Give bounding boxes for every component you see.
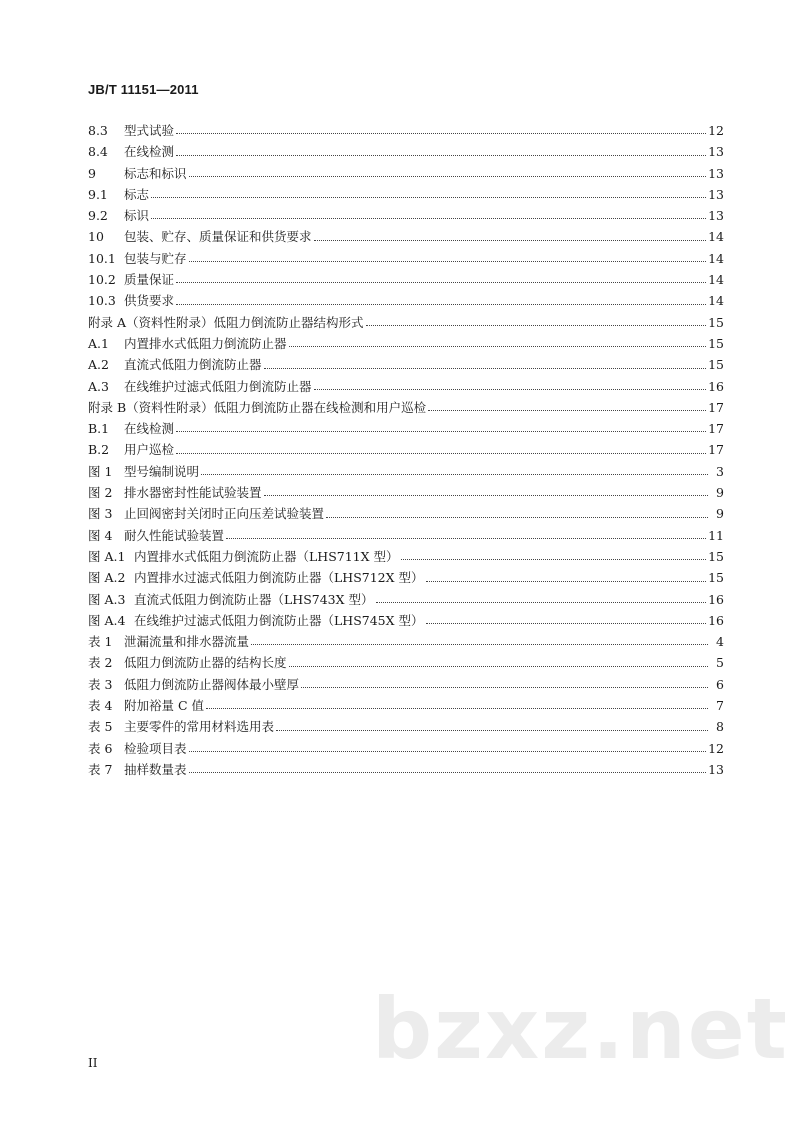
toc-entry-page: 12 xyxy=(708,123,724,138)
toc-entry[interactable] xyxy=(88,226,724,247)
toc-entry[interactable] xyxy=(88,290,724,311)
toc-entry-number: 图 A.4 xyxy=(88,612,126,628)
toc-entry[interactable] xyxy=(88,610,724,631)
toc-entry-title: 检验项目表 xyxy=(124,740,187,756)
toc-entry-page: 13 xyxy=(708,186,724,202)
toc-entry[interactable] xyxy=(88,525,724,546)
toc-entry-number: 9 xyxy=(88,165,96,181)
toc-leader-dots xyxy=(206,707,708,709)
toc-entry-number: 图 4 xyxy=(88,527,113,543)
toc-entry-page: 3 xyxy=(716,463,724,479)
toc-entry-title: 抽样数量表 xyxy=(124,761,187,777)
toc-leader-dots xyxy=(189,750,707,752)
toc-entry-title: 止回阀密封关闭时正向压差试验装置 xyxy=(124,506,325,522)
watermark: bzxz.net xyxy=(372,980,789,1078)
toc-entry-number: B.2 xyxy=(88,442,110,458)
toc-entry[interactable] xyxy=(88,461,724,482)
toc-entry-page: 14 xyxy=(708,272,724,288)
toc-entry-title: 型号编制说明 xyxy=(124,463,200,479)
toc-entry-page: 5 xyxy=(716,655,724,671)
toc-entry-title: 低阻力倒流防止器阀体最小壁厚 xyxy=(124,676,300,692)
toc-leader-dots xyxy=(401,558,707,560)
toc-leader-dots xyxy=(276,729,708,731)
toc-entry-number: 表 4 xyxy=(88,698,113,714)
toc-entry[interactable] xyxy=(88,695,724,716)
toc-entry-page: 15 xyxy=(708,548,724,564)
toc-leader-dots xyxy=(264,367,707,369)
toc-leader-dots xyxy=(376,601,707,603)
document-code: JB/T 11151—2011 xyxy=(88,82,199,97)
toc-entry-title: 在线检测 xyxy=(124,421,175,437)
toc-entry-number: 图 1 xyxy=(88,463,113,479)
toc-entry-title: 用户巡检 xyxy=(124,442,175,458)
toc-leader-dots xyxy=(426,580,707,582)
toc-leader-dots xyxy=(366,324,707,326)
toc-entry-title: 在线维护过滤式低阻力倒流防止器（LHS745X 型） xyxy=(134,612,424,628)
toc-entry-page: 17 xyxy=(708,421,724,437)
toc-entry[interactable] xyxy=(88,482,724,503)
toc-entry-title: 内置排水式低阻力倒流防止器（LHS711X 型） xyxy=(134,548,399,564)
page-number: II xyxy=(88,1056,98,1070)
toc-leader-dots xyxy=(314,239,707,241)
toc-entry[interactable] xyxy=(88,354,724,375)
toc-leader-dots xyxy=(189,260,707,262)
toc-entry-number: 表 1 xyxy=(88,634,113,650)
toc-leader-dots xyxy=(289,345,707,347)
toc-entry[interactable] xyxy=(88,652,724,673)
toc-leader-dots xyxy=(176,303,706,305)
toc-entry[interactable] xyxy=(88,312,724,333)
toc-entry-title: 标志 xyxy=(124,186,150,202)
toc-entry[interactable] xyxy=(88,120,724,141)
toc-entry-number: 表 7 xyxy=(88,761,113,777)
toc-entry-page: 14 xyxy=(708,229,724,245)
toc-entry-page: 17 xyxy=(708,399,724,415)
toc-entry-page: 9 xyxy=(716,506,724,522)
toc-entry-number: A.3 xyxy=(88,378,109,394)
toc-entry-title: 耐久性能试验装置 xyxy=(124,527,225,543)
toc-entry-page: 13 xyxy=(708,208,724,224)
toc-entry-title: 附录 B（资料性附录）低阻力倒流防止器在线检测和用户巡检 xyxy=(88,399,427,415)
toc-leader-dots xyxy=(428,409,706,411)
toc-entry-title: 包装、贮存、质量保证和供货要求 xyxy=(124,229,312,245)
toc-entry[interactable] xyxy=(88,248,724,269)
toc-entry-title: 在线维护过滤式低阻力倒流防止器 xyxy=(124,378,312,394)
toc-leader-dots xyxy=(264,494,708,496)
toc-entry-title: 低阻力倒流防止器的结构长度 xyxy=(124,655,287,671)
toc-entry-title: 排水器密封性能试验装置 xyxy=(124,485,262,501)
toc-entry-number: 图 A.2 xyxy=(88,570,126,586)
toc-entry-page: 15 xyxy=(708,570,724,586)
toc-entry-title: 直流式低阻力倒流防止器（LHS743X 型） xyxy=(134,591,374,607)
toc-entry-number: 表 5 xyxy=(88,719,113,735)
toc-entry-title: 标识 xyxy=(124,208,150,224)
toc-leader-dots xyxy=(176,281,706,283)
toc-entry-title: 主要零件的常用材料选用表 xyxy=(124,719,275,735)
toc-entry[interactable] xyxy=(88,439,724,460)
toc-entry-title: 标志和标识 xyxy=(124,165,187,181)
toc-entry-title: 泄漏流量和排水器流量 xyxy=(124,634,250,650)
toc-leader-dots xyxy=(189,771,707,773)
toc-leader-dots xyxy=(251,643,708,645)
toc-entry-number: 9.1 xyxy=(88,186,108,202)
toc-leader-dots xyxy=(176,132,706,134)
toc-entry[interactable] xyxy=(88,205,724,226)
toc-leader-dots xyxy=(176,154,706,156)
toc-entry-number: 图 3 xyxy=(88,506,113,522)
toc-entry[interactable] xyxy=(88,376,724,397)
toc-entry-number: 10.2 xyxy=(88,272,116,288)
toc-entry-number: 8.4 xyxy=(88,144,108,160)
toc-leader-dots xyxy=(151,217,706,219)
toc-entry-page: 6 xyxy=(716,676,724,692)
toc-entry-title: 附录 A（资料性附录）低阻力倒流防止器结构形式 xyxy=(88,314,364,330)
toc-entry[interactable] xyxy=(88,759,724,780)
toc-entry-number: A.1 xyxy=(88,335,109,351)
toc-entry[interactable] xyxy=(88,503,724,524)
toc-entry[interactable] xyxy=(88,567,724,588)
toc-entry-title: 直流式低阻力倒流防止器 xyxy=(124,357,262,373)
toc-entry-number: A.2 xyxy=(88,357,109,373)
toc-entry[interactable] xyxy=(88,269,724,290)
toc-entry-page: 14 xyxy=(708,293,724,309)
toc-entry-page: 15 xyxy=(708,335,724,351)
toc-entry-page: 17 xyxy=(708,442,724,458)
toc-entry-number: 10.3 xyxy=(88,293,116,309)
toc-entry-page: 16 xyxy=(708,378,724,394)
toc-entry-page: 13 xyxy=(708,165,724,181)
toc-entry[interactable] xyxy=(88,589,724,610)
toc-entry-page: 15 xyxy=(708,314,724,330)
toc-leader-dots xyxy=(326,516,708,518)
toc-entry-page: 15 xyxy=(708,357,724,373)
toc-leader-dots xyxy=(176,452,706,454)
toc-entry-title: 供货要求 xyxy=(124,293,175,309)
toc-entry-title: 在线检测 xyxy=(124,144,175,160)
toc-entry-title: 质量保证 xyxy=(124,272,175,288)
toc-entry[interactable] xyxy=(88,163,724,184)
toc-leader-dots xyxy=(176,430,706,432)
toc-entry[interactable] xyxy=(88,716,724,737)
toc-entry-page: 11 xyxy=(708,527,724,543)
toc-entry-title: 附加裕量 C 值 xyxy=(124,698,205,714)
toc-entry[interactable] xyxy=(88,546,724,567)
toc-entry[interactable] xyxy=(88,184,724,205)
toc-entry[interactable] xyxy=(88,418,724,439)
toc-entry-number: 图 A.3 xyxy=(88,591,126,607)
toc-leader-dots xyxy=(151,196,706,198)
toc-leader-dots xyxy=(301,686,708,688)
toc-entry[interactable] xyxy=(88,631,724,652)
toc-entry-number: 表 3 xyxy=(88,676,113,692)
toc-entry-number: 图 2 xyxy=(88,485,113,501)
toc-entry-page: 12 xyxy=(708,740,724,756)
toc-entry-number: 表 2 xyxy=(88,655,113,671)
toc-entry-title: 型式试验 xyxy=(124,123,175,138)
toc-entry[interactable] xyxy=(88,333,724,354)
toc-entry-number: 10.1 xyxy=(88,250,116,266)
toc-entry-page: 14 xyxy=(708,250,724,266)
toc-entry-number: 9.2 xyxy=(88,208,108,224)
toc-entry-page: 7 xyxy=(716,698,724,714)
toc-leader-dots xyxy=(426,622,707,624)
toc-entry-page: 16 xyxy=(708,591,724,607)
toc-entry-page: 13 xyxy=(708,761,724,777)
toc-entry[interactable] xyxy=(88,397,724,418)
toc-entry-title: 包装与贮存 xyxy=(124,250,187,266)
toc-entry[interactable] xyxy=(88,141,724,162)
toc-entry-number: 图 A.1 xyxy=(88,548,126,564)
toc-entry-number: B.1 xyxy=(88,421,110,437)
toc-entry-title: 内置排水过滤式低阻力倒流防止器（LHS712X 型） xyxy=(134,570,424,586)
toc-entry[interactable] xyxy=(88,674,724,695)
toc-leader-dots xyxy=(226,537,706,539)
toc-entry-page: 9 xyxy=(716,485,724,501)
toc-entry[interactable] xyxy=(88,738,724,759)
toc-entry-number: 10 xyxy=(88,229,104,245)
toc-leader-dots xyxy=(201,473,708,475)
toc-entry-page: 8 xyxy=(716,719,724,735)
toc-entry-title: 内置排水式低阻力倒流防止器 xyxy=(124,335,287,351)
toc-entry-number: 8.3 xyxy=(88,123,108,138)
toc-entry-page: 4 xyxy=(716,634,724,650)
toc-entry-number: 表 6 xyxy=(88,740,113,756)
toc-leader-dots xyxy=(314,388,707,390)
toc-entry-page: 13 xyxy=(708,144,724,160)
toc-leader-dots xyxy=(189,175,707,177)
table-of-contents xyxy=(88,120,724,780)
toc-entry-page: 16 xyxy=(708,612,724,628)
toc-leader-dots xyxy=(289,665,708,667)
